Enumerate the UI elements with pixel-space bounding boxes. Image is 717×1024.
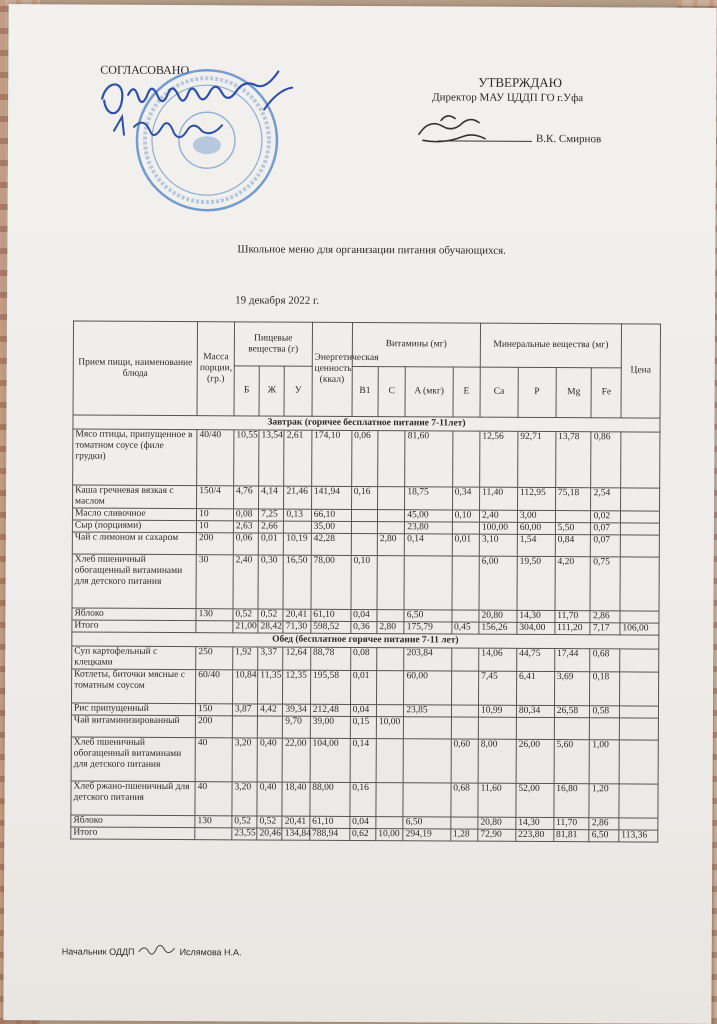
table-cell: 0,52 — [258, 609, 283, 621]
table-cell: 40 — [195, 782, 232, 816]
table-cell: 10,19 — [284, 533, 311, 555]
table-cell: 2,86 — [589, 818, 619, 830]
dish-name: Рис припущенный — [71, 703, 195, 716]
table-cell — [452, 431, 480, 487]
table-cell — [590, 718, 620, 740]
table-cell: 0,75 — [590, 557, 620, 611]
table-cell: 0,16 — [350, 782, 376, 816]
table-row — [73, 429, 660, 488]
table-cell: 20,80 — [478, 817, 516, 829]
table-cell: 11,70 — [554, 818, 590, 830]
table-cell: 104,00 — [310, 738, 350, 782]
table-cell — [451, 648, 478, 671]
table-cell — [404, 556, 452, 610]
table-cell: 130 — [196, 609, 233, 621]
table-cell: 0,04 — [351, 609, 377, 621]
dish-name: Хлеб пшеничный обогащенный витаминами для детского питания — [72, 554, 196, 609]
table-row — [71, 737, 658, 784]
total-cell: 294,19 — [403, 829, 450, 841]
total-cell: 0,45 — [452, 622, 479, 634]
table-cell: 0,15 — [350, 716, 376, 738]
footer-name: Ислямова Н.А. — [179, 947, 242, 958]
total-cell: 23,55 — [232, 828, 257, 840]
table-cell: 13,54 — [259, 430, 285, 486]
table-cell: 200 — [196, 533, 233, 555]
table-cell: 2,86 — [590, 611, 620, 623]
table-cell: 0,18 — [590, 672, 620, 706]
document-title: Школьное меню для организации питания обучающихся. — [237, 243, 506, 257]
table-cell: 17,44 — [554, 649, 590, 672]
total-cell: 28,42 — [258, 621, 283, 633]
table-row — [72, 646, 659, 672]
menu-date: 19 декабря 2022 г. — [235, 294, 320, 307]
table-cell: 14,06 — [479, 648, 517, 671]
column-nutrients: Пищевые вещества (г) — [234, 322, 312, 366]
table-cell — [619, 784, 658, 818]
table-cell: 80,34 — [516, 705, 554, 717]
table-cell: 0,52 — [233, 609, 258, 621]
table-cell: 0,08 — [233, 509, 258, 521]
menu-table — [70, 320, 661, 842]
table-cell: 0,68 — [590, 649, 620, 672]
table-cell — [232, 716, 257, 738]
total-cell: 72,90 — [478, 829, 516, 841]
column-price: Цена — [621, 324, 661, 418]
total-cell: 10,00 — [376, 829, 403, 841]
table-cell — [620, 511, 659, 523]
table-cell — [621, 432, 660, 488]
table-cell: 66,10 — [311, 509, 351, 521]
table-cell: 10,00 — [376, 717, 403, 739]
total-cell: 2,80 — [377, 622, 404, 634]
table-cell: 44,75 — [517, 648, 555, 671]
table-cell: 0,01 — [452, 534, 479, 556]
column-fe: Fe — [591, 368, 621, 418]
table-cell: 88,78 — [310, 647, 350, 670]
table-cell — [619, 818, 658, 830]
table-cell — [377, 522, 404, 534]
table-row — [73, 485, 660, 511]
table-cell: 78,00 — [311, 555, 351, 609]
table-cell — [620, 611, 659, 623]
table-cell — [257, 716, 282, 738]
table-cell: 45,00 — [405, 510, 452, 522]
total-cell: 106,00 — [620, 623, 659, 635]
table-cell: 12,35 — [283, 670, 311, 704]
table-cell — [621, 488, 660, 511]
table-cell: 92,71 — [518, 431, 556, 487]
table-cell: 100,00 — [479, 522, 517, 534]
director-signature — [413, 106, 493, 151]
table-cell — [351, 533, 377, 555]
table-cell — [376, 705, 403, 717]
director-title: Директор МАУ ЦДДП ГО г.Уфа — [432, 91, 584, 105]
total-label: Итого — [71, 827, 195, 840]
table-row — [71, 781, 658, 818]
column-a: A (мкг) — [405, 367, 453, 417]
table-cell: 60,00 — [517, 522, 555, 534]
table-cell: 6,50 — [404, 610, 451, 622]
table-cell: 26,58 — [554, 706, 590, 718]
table-cell: 6,50 — [403, 817, 450, 829]
table-cell: 26,00 — [516, 739, 554, 783]
table-cell: 0,07 — [591, 523, 621, 535]
table-cell: 61,10 — [310, 816, 350, 828]
table-cell: 5,60 — [554, 740, 590, 784]
table-cell: 0,68 — [451, 783, 479, 817]
table-cell: 1,00 — [590, 740, 620, 784]
column-vitamins: Витамины (мг) — [352, 322, 481, 367]
table-cell: 2,66 — [259, 521, 284, 533]
table-cell — [378, 431, 406, 487]
table-cell: 10,55 — [234, 430, 260, 486]
total-cell: 788,94 — [310, 828, 350, 840]
table-cell: 11,35 — [258, 670, 283, 704]
total-cell: 113,36 — [619, 830, 658, 842]
table-cell — [451, 817, 478, 829]
handwritten-signature-blue — [94, 69, 324, 160]
table-cell: 61,10 — [311, 609, 351, 621]
dish-name: Мясо птицы, припущенное в томатном соусе (филе грудки) — [73, 429, 197, 486]
table-cell: 112,95 — [517, 487, 555, 510]
column-e: E — [453, 367, 481, 417]
table-row — [72, 554, 659, 611]
table-cell: 18,40 — [282, 782, 310, 816]
table-cell — [376, 739, 404, 783]
table-cell: 14,30 — [516, 817, 554, 829]
table-cell: 3,37 — [258, 647, 283, 670]
table-cell: 1,92 — [233, 647, 258, 670]
total-cell: 21,00 — [233, 621, 258, 633]
table-cell — [452, 610, 479, 622]
total-cell: 1,28 — [450, 829, 477, 841]
table-cell — [620, 523, 659, 535]
table-cell: 7,45 — [479, 671, 517, 705]
total-cell: 175,79 — [404, 622, 451, 634]
table-cell: 21,46 — [284, 486, 311, 509]
total-cell: 304,00 — [517, 622, 555, 634]
table-cell — [376, 817, 403, 829]
table-cell: 60,00 — [404, 671, 452, 705]
table-cell: 88,00 — [310, 782, 350, 816]
total-cell: 81,81 — [554, 830, 590, 842]
column-meal: Прием пищи, наименование блюда — [73, 321, 198, 416]
document-page — [3, 4, 716, 1024]
table-cell — [377, 610, 404, 622]
table-cell — [478, 717, 516, 739]
section-label: Завтрак (горячее бесплатное питание 7-11лет) — [73, 415, 660, 432]
table-cell — [619, 718, 658, 740]
table-cell: 10 — [197, 509, 234, 521]
table-cell: 0,30 — [258, 555, 284, 609]
total-cell: 111,20 — [555, 623, 591, 635]
table-cell — [377, 510, 404, 522]
total-cell: 598,52 — [311, 621, 351, 633]
table-cell: 23,80 — [405, 522, 452, 534]
lunch-total-row — [71, 827, 658, 842]
table-cell — [451, 705, 478, 717]
table-cell: 18,75 — [405, 487, 452, 510]
table-cell: 0,34 — [452, 487, 479, 510]
table-cell: 8,00 — [478, 739, 516, 783]
table-cell: 10,84 — [232, 670, 257, 704]
table-cell — [516, 717, 554, 739]
table-cell: 0,86 — [591, 432, 621, 488]
table-cell: 203,84 — [404, 648, 451, 671]
table-cell: 60/40 — [196, 670, 233, 704]
table-cell: 0,08 — [350, 647, 376, 670]
column-b: Б — [234, 366, 259, 416]
section-label: Обед (бесплатное горячее питание 7-11 лет) — [72, 632, 659, 649]
dish-name: Яблоко — [71, 815, 195, 828]
table-cell — [376, 783, 404, 817]
total-cell: 20,46 — [257, 828, 282, 840]
column-mg: Mg — [556, 368, 592, 418]
table-cell: 0,40 — [257, 738, 282, 782]
table-cell: 0,13 — [284, 509, 311, 521]
table-cell — [620, 557, 659, 611]
table-cell: 40/40 — [197, 430, 234, 486]
total-cell — [196, 621, 233, 633]
column-energy: Энергетическая ценность (ккал) — [312, 322, 352, 416]
table-cell: 13,78 — [555, 432, 591, 488]
column-mass: Масса порции, (гр.) — [197, 322, 234, 416]
table-cell: 75,18 — [555, 488, 591, 511]
dish-name: Суп картофельный с клецками — [72, 646, 196, 670]
table-cell: 16,80 — [554, 784, 590, 818]
table-cell — [619, 706, 658, 718]
dish-name: Каша гречневая вязкая с маслом — [73, 485, 197, 509]
dish-name: Сыр (порциями) — [72, 520, 196, 533]
table-cell: 22,00 — [282, 738, 310, 782]
table-cell: 14,30 — [517, 610, 555, 622]
table-cell — [284, 521, 311, 533]
table-cell — [403, 739, 451, 783]
total-cell: 156,26 — [479, 622, 517, 634]
table-cell: 0,10 — [452, 510, 479, 522]
table-cell — [620, 649, 659, 672]
table-cell: 250 — [196, 647, 233, 670]
table-cell: 52,00 — [516, 783, 554, 817]
footer-signature — [62, 942, 242, 957]
table-cell: 12,64 — [283, 647, 310, 670]
table-cell: 3,10 — [479, 534, 517, 556]
column-u: У — [284, 366, 312, 416]
table-cell: 0,04 — [350, 816, 376, 828]
table-cell: 0,58 — [590, 706, 620, 718]
table-row — [72, 532, 659, 557]
total-cell: 134,84 — [282, 828, 309, 840]
table-cell: 130 — [195, 816, 232, 828]
table-cell — [377, 648, 404, 671]
total-cell: 71,30 — [283, 621, 310, 633]
table-cell: 30 — [196, 555, 233, 609]
table-cell: 2,54 — [591, 488, 621, 511]
dish-name: Хлеб ржано-пшеничный для детского питания — [71, 781, 195, 816]
table-cell — [351, 521, 377, 533]
table-cell — [403, 783, 451, 817]
table-cell: 3,20 — [232, 738, 257, 782]
table-cell: 2,80 — [377, 534, 404, 556]
dish-name: Яблоко — [72, 608, 196, 621]
column-c: C — [378, 367, 406, 417]
table-cell — [452, 556, 480, 610]
dish-name: Котлеты, биточки мясные с томатным соусом — [72, 669, 196, 704]
column-ca: Ca — [480, 367, 518, 417]
dish-name: Чай витаминизированный — [71, 715, 195, 738]
table-cell: 0,52 — [257, 816, 282, 828]
column-zh: Ж — [259, 366, 284, 416]
total-cell: 7,17 — [590, 623, 620, 635]
table-cell: 2,61 — [284, 430, 312, 486]
table-cell — [378, 487, 405, 510]
table-cell: 11,40 — [480, 487, 518, 510]
table-cell — [619, 740, 658, 784]
table-cell: 39,00 — [310, 716, 350, 738]
table-cell: 150 — [196, 704, 233, 716]
table-cell: 195,58 — [310, 670, 350, 704]
total-cell: 0,36 — [351, 621, 377, 633]
table-cell: 174,10 — [311, 430, 351, 486]
table-cell: 2,40 — [479, 510, 517, 522]
table-cell: 39,34 — [283, 704, 310, 716]
table-cell: 0,04 — [350, 704, 376, 716]
table-cell: 0,14 — [350, 738, 377, 782]
table-cell: 2,63 — [233, 521, 258, 533]
table-cell — [377, 556, 405, 610]
table-cell: 0,01 — [350, 670, 376, 704]
agreed-label: СОГЛАСОВАНО — [100, 62, 190, 78]
table-cell: 11,60 — [478, 783, 516, 817]
footer-signature-scribble — [137, 943, 177, 957]
table-cell: 20,80 — [479, 610, 517, 622]
table-cell: 1,54 — [517, 534, 555, 556]
dish-name: Масло сливочное — [72, 508, 196, 521]
director-name: В.К. Смирнов — [535, 132, 602, 146]
table-row — [72, 669, 659, 706]
table-cell: 141,94 — [311, 486, 351, 509]
table-cell: 212,48 — [310, 704, 350, 716]
total-label: Итого — [72, 620, 196, 633]
table-cell: 4,76 — [233, 486, 258, 509]
table-cell: 150/4 — [197, 486, 234, 509]
table-cell: 200 — [195, 716, 232, 738]
table-cell — [554, 718, 590, 740]
column-b1: B1 — [352, 366, 379, 416]
table-cell: 9,70 — [283, 716, 310, 738]
table-cell — [619, 672, 658, 706]
table-cell: 1,20 — [589, 784, 619, 818]
table-cell: 5,50 — [555, 523, 591, 535]
table-cell: 0,14 — [405, 534, 452, 556]
table-cell: 12,56 — [480, 431, 518, 487]
table-cell: 4,14 — [259, 486, 284, 509]
table-cell: 20,41 — [283, 609, 310, 621]
table-cell — [376, 671, 404, 705]
table-cell: 0,06 — [233, 533, 258, 555]
table-cell: 42,28 — [311, 533, 351, 555]
table-cell: 3,87 — [232, 704, 257, 716]
table-row — [71, 715, 658, 740]
table-cell: 0,16 — [351, 486, 377, 509]
table-cell: 3,69 — [554, 672, 590, 706]
table-cell: 3,00 — [517, 510, 555, 522]
total-cell: 6,50 — [589, 830, 619, 842]
table-cell: 19,50 — [517, 556, 555, 610]
table-cell — [451, 717, 478, 739]
table-cell: 0,52 — [232, 816, 257, 828]
approve-title: УТВЕРЖДАЮ — [478, 74, 563, 91]
table-cell: 0,84 — [555, 535, 591, 557]
table-cell: 0,10 — [351, 555, 378, 609]
table-cell — [404, 717, 451, 739]
table-cell — [555, 511, 591, 523]
table-cell: 4,42 — [258, 704, 283, 716]
table-cell — [451, 671, 479, 705]
table-cell: 0,06 — [351, 430, 378, 486]
table-cell: 6,41 — [516, 671, 554, 705]
table-cell: 81,60 — [405, 431, 453, 487]
dish-name: Чай с лимоном и сахаром — [72, 532, 196, 555]
total-cell: 0,62 — [349, 828, 375, 840]
table-cell: 4,20 — [555, 557, 591, 611]
column-minerals: Минеральные вещества (мг) — [480, 323, 621, 368]
table-cell — [351, 509, 377, 521]
table-cell: 23,85 — [404, 705, 451, 717]
table-cell: 2,40 — [233, 555, 259, 609]
table-cell: 0,60 — [451, 739, 479, 783]
table-cell: 0,01 — [258, 533, 283, 555]
table-cell: 10 — [197, 521, 234, 533]
table-cell: 7,25 — [259, 509, 284, 521]
footer-role: Начальник ОДДП — [61, 946, 135, 957]
table-cell: 3,20 — [232, 782, 257, 816]
total-cell: 223,80 — [516, 829, 554, 841]
table-cell — [452, 522, 479, 534]
table-cell: 10,99 — [478, 705, 516, 717]
table-cell: 0,40 — [257, 782, 282, 816]
table-cell: 6,00 — [479, 556, 517, 610]
table-cell: 35,00 — [311, 521, 351, 533]
dish-name: Хлеб пшеничный обогащенный витаминами для детского питания — [71, 737, 195, 782]
table-cell: 40 — [195, 738, 232, 782]
total-cell — [195, 828, 232, 840]
table-cell — [620, 535, 659, 557]
column-p: P — [518, 367, 556, 417]
table-cell: 11,70 — [555, 611, 591, 623]
table-cell: 16,50 — [283, 555, 311, 609]
table-cell: 0,02 — [591, 511, 621, 523]
table-cell: 20,41 — [282, 816, 309, 828]
table-cell: 0,07 — [591, 535, 621, 557]
